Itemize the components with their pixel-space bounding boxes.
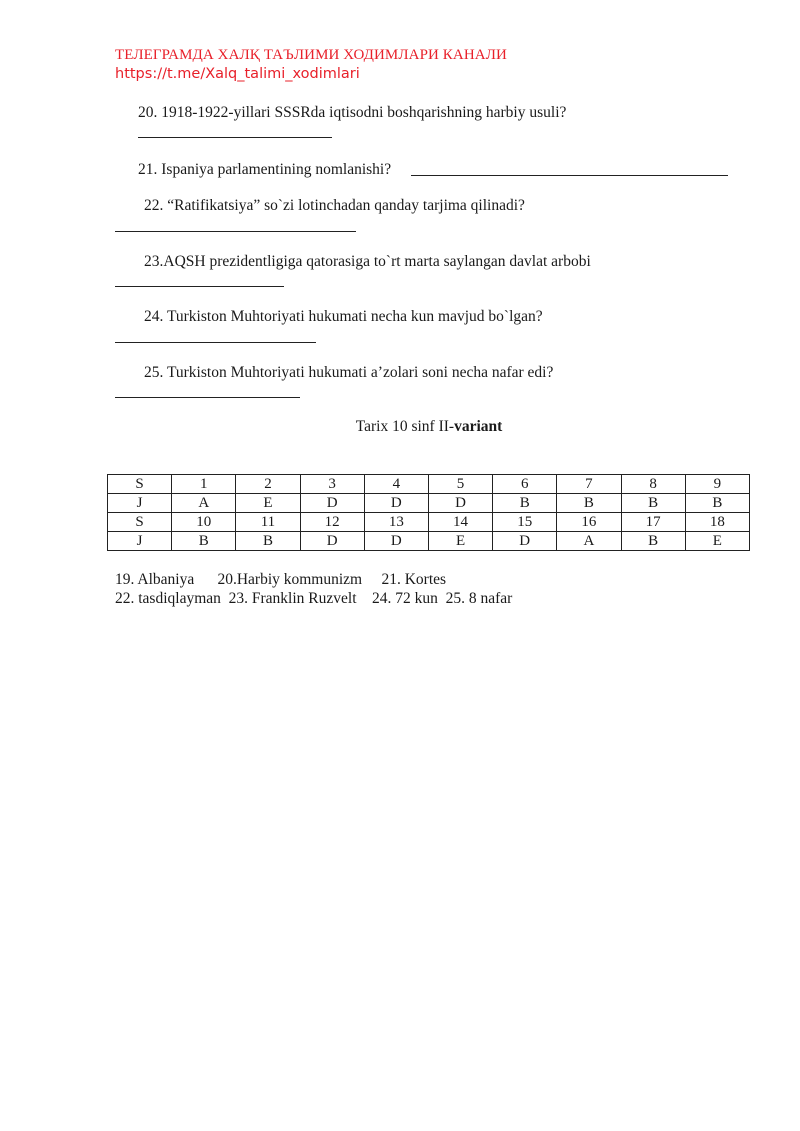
variant-title-bold: variant [454, 418, 503, 435]
table-cell: D [300, 494, 364, 513]
table-cell: 17 [621, 513, 685, 532]
table-cell: 1 [172, 475, 236, 494]
table-row [108, 475, 750, 494]
question-22: 22. “Ratifikatsiya” so`zi lotinchadan qanday tarjima qilinadi? [144, 197, 525, 214]
table-cell: D [493, 532, 557, 551]
table-cell: 10 [172, 513, 236, 532]
table-cell: B [685, 494, 749, 513]
table-cell: D [300, 532, 364, 551]
table-cell: E [685, 532, 749, 551]
table-cell: D [364, 532, 428, 551]
table-cell: A [172, 494, 236, 513]
answer-line-21 [411, 175, 728, 176]
answer-key-table [107, 474, 750, 551]
table-cell: B [493, 494, 557, 513]
channel-header [115, 46, 507, 84]
channel-link[interactable]: https://t.me/Xalq_talimi_xodimlari [115, 66, 360, 82]
table-cell: 9 [685, 475, 749, 494]
table-cell: 6 [493, 475, 557, 494]
table-cell: A [557, 532, 621, 551]
answer-line-25 [115, 397, 300, 398]
table-cell: B [621, 494, 685, 513]
table-cell: E [428, 532, 492, 551]
answer-line-23 [115, 286, 284, 287]
question-20: 20. 1918-1922-yillari SSSRda iqtisodni boshqarishning harbiy usuli? [138, 104, 567, 121]
table-cell: 16 [557, 513, 621, 532]
table-cell: 5 [428, 475, 492, 494]
table-cell: S [108, 475, 172, 494]
table-cell: J [108, 494, 172, 513]
variant-title [0, 418, 800, 436]
question-24: 24. Turkiston Muhtoriyati hukumati necha kun mavjud bo`lgan? [144, 308, 543, 325]
table-cell: 8 [621, 475, 685, 494]
table-cell: 14 [428, 513, 492, 532]
table-cell: 13 [364, 513, 428, 532]
table-cell: E [236, 494, 300, 513]
table-cell: 4 [364, 475, 428, 494]
table-cell: J [108, 532, 172, 551]
table-cell: D [364, 494, 428, 513]
answer-line-24 [115, 342, 316, 343]
table-cell: B [172, 532, 236, 551]
table-cell: B [621, 532, 685, 551]
answer-line-20 [138, 137, 332, 138]
answer-line-22 [115, 231, 356, 232]
answers-line-1: 19. Albaniya 20.Harbiy kommunizm 21. Kortes [115, 571, 447, 588]
channel-title: ТЕЛЕГРАМДА ХАЛҚ ТАЪЛИМИ ХОДИМЛАРИ КАНАЛИ [115, 47, 507, 63]
question-23: 23.AQSH prezidentligiga qatorasiga to`rt marta saylangan davlat arbobi [144, 253, 591, 270]
question-21: 21. Ispaniya parlamentining nomlanishi? [138, 161, 392, 178]
table-cell: B [236, 532, 300, 551]
table-cell: 12 [300, 513, 364, 532]
table-cell: 3 [300, 475, 364, 494]
table-cell: B [557, 494, 621, 513]
table-cell: S [108, 513, 172, 532]
table-cell: 15 [493, 513, 557, 532]
table-row [108, 513, 750, 532]
table-cell: 2 [236, 475, 300, 494]
variant-title-prefix: Tarix 10 sinf II- [355, 418, 455, 435]
table-cell: 7 [557, 475, 621, 494]
table-row [108, 494, 750, 513]
table-cell: 18 [685, 513, 749, 532]
table-row [108, 532, 750, 551]
table-cell: 11 [236, 513, 300, 532]
question-25: 25. Turkiston Muhtoriyati hukumati a’zolari soni necha nafar edi? [144, 364, 554, 381]
answers-line-2: 22. tasdiqlayman 23. Franklin Ruzvelt 24. 72 kun 25. 8 nafar [115, 590, 513, 607]
table-cell: D [428, 494, 492, 513]
